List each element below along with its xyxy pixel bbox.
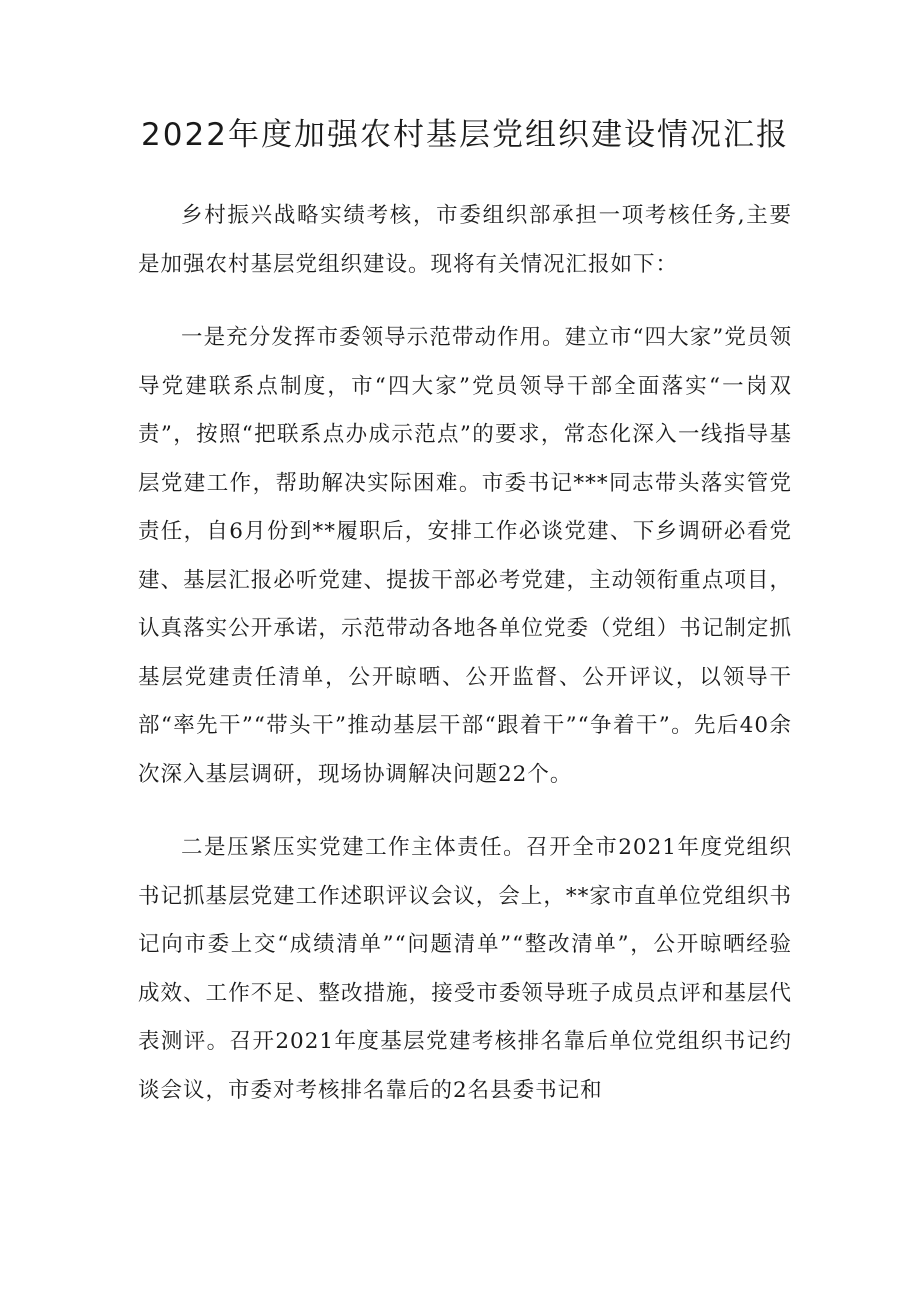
paragraph-point-two: 二是压紧压实党建工作主体责任。召开全市2021年度党组织书记抓基层党建工作述职评议会议，会上，**家市直单位党组织书记向市委上交“成绩清单”“问题清单”“整改清单”，公开晾晒经验成效、工作不足、整改措施，接受市委领导班子成员点评和基层代表测评。召开2021年度基层党建考核排名靠后单位党组织书记约谈会议，市委对考核排名靠后的2名县委书记和	[138, 835, 792, 1103]
paragraph-intro: 乡村振兴战略实绩考核，市委组织部承担一项考核任务,主要是加强农村基层党组织建设。现将有关情况汇报如下：	[138, 203, 792, 277]
document-body	[138, 192, 792, 1115]
document-title: 2022年度加强农村基层党组织建设情况汇报	[141, 117, 789, 153]
paragraph-point-one: 一是充分发挥市委领导示范带动作用。建立市“四大家”党员领导党建联系点制度，市“四大家”党员领导干部全面落实“一岗双责”，按照“把联系点办成示范点”的要求，常态化深入一线指导基层党建工作，帮助解决实际困难。市委书记***同志带头落实管党责任，自6月份到**履职后，安排工作必谈党建、下乡调研必看党建、基层汇报必听党建、提拔干部必考党建，主动领衔重点项目，认真落实公开承诺，示范带动各地各单位党委（党组）书记制定抓基层党建责任清单，公开晾晒、公开监督、公开评议，以领导干部“率先干”“带头干”推动基层干部“跟着干”“争着干”。先后40余次深入基层调研，现场协调解决问题22个。	[138, 325, 792, 787]
